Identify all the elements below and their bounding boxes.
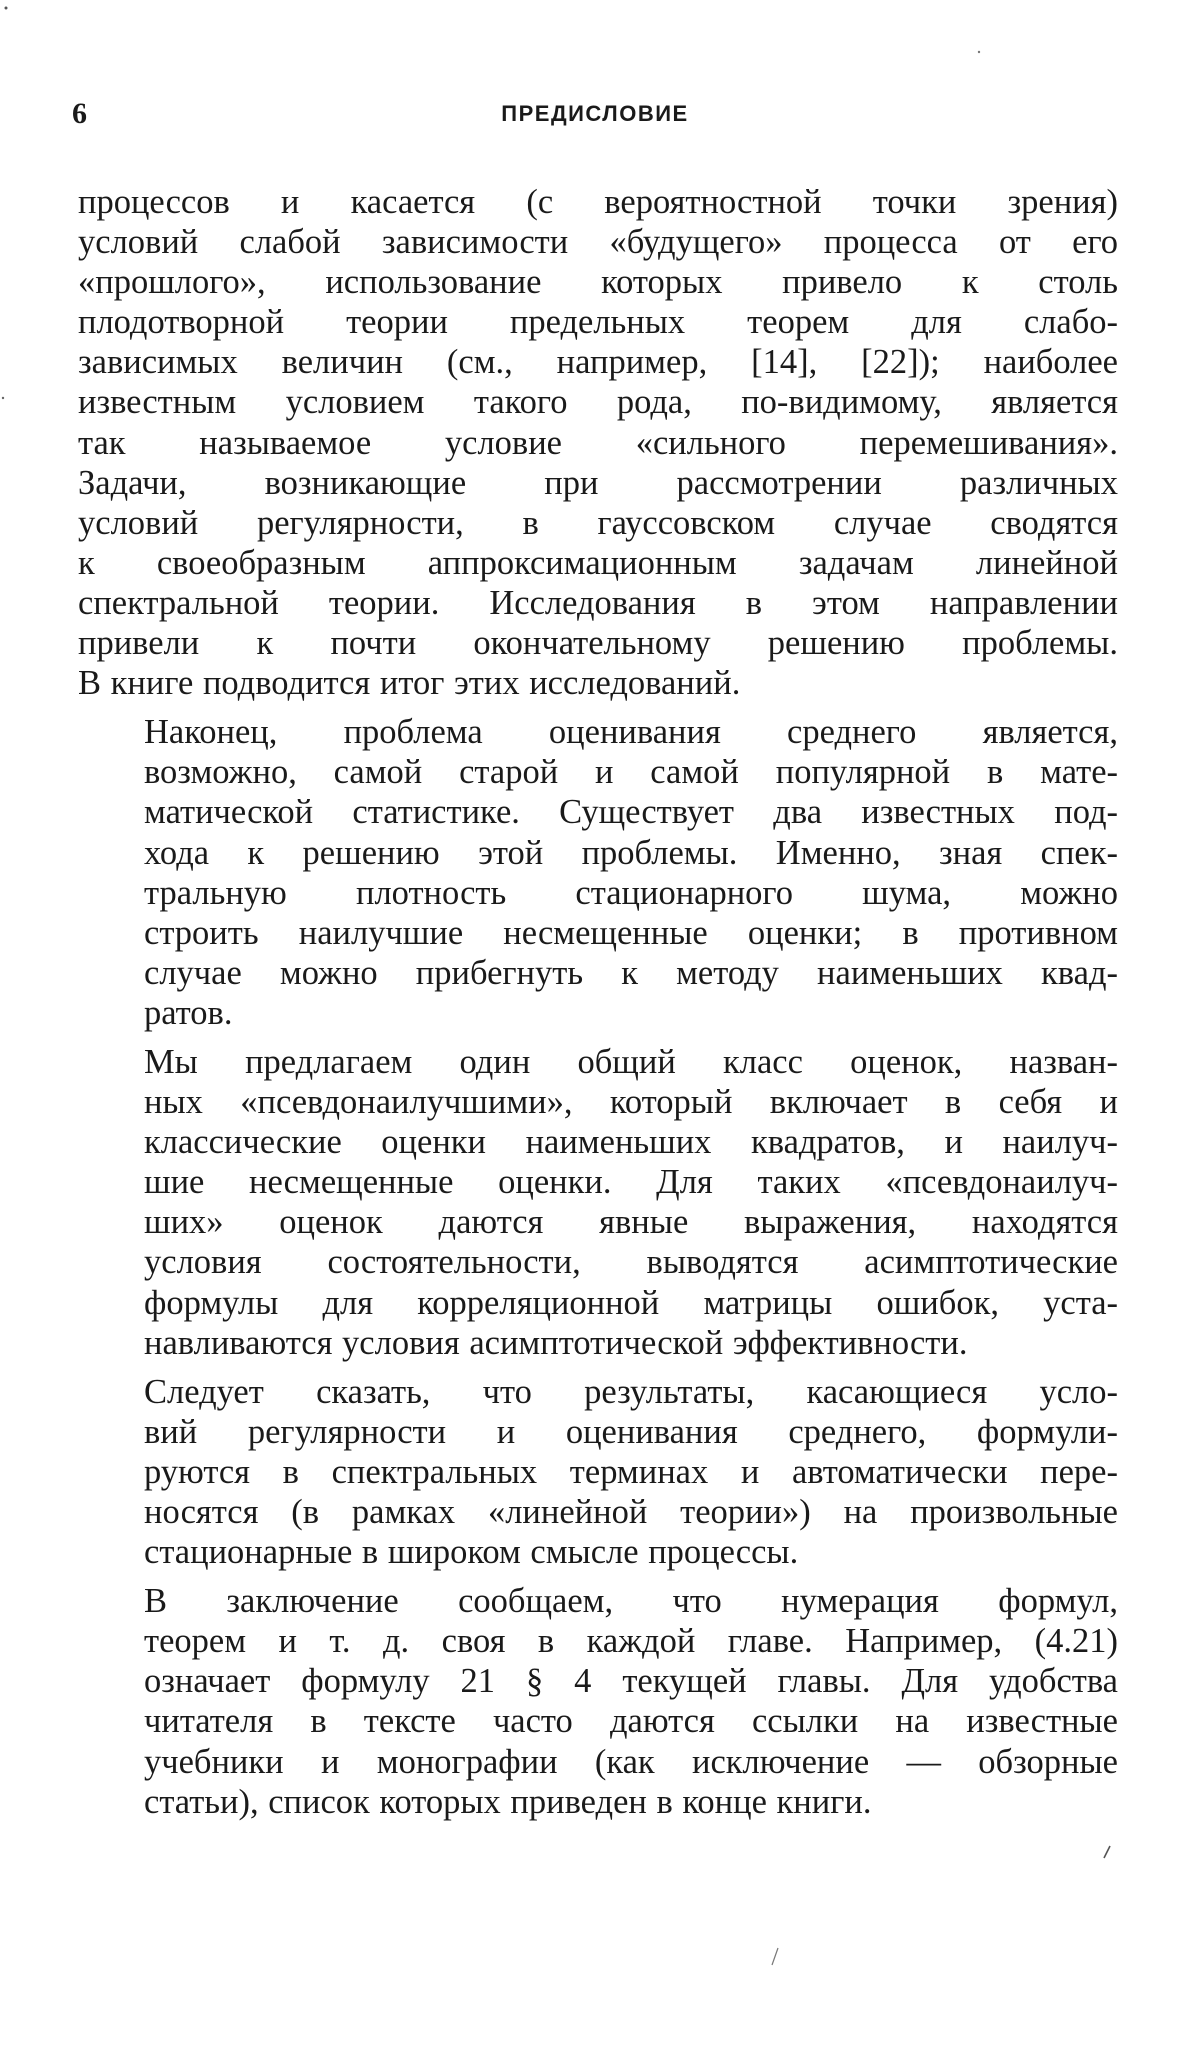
text-line: Задачи, возникающие при рассмотрении различных [78,463,1118,502]
text-line: к своеобразным аппроксимационным задачам линейной [78,543,1118,582]
text-line: теорем и т. д. своя в каждой главе. Например, (4.21) [144,1622,1118,1661]
text-line: привели к почти окончательному решению проблемы. [78,624,1118,663]
scan-speck [772,1948,778,1965]
text-line: известным условием такого рода, по-видимому, является [78,383,1118,422]
text-line: руются в спектральных терминах и автоматически пере- [144,1452,1118,1491]
text-line: матической статистике. Существует два известных под- [144,793,1118,832]
scan-speck [5,7,8,10]
text-line: условий регулярности, в гауссовском случае сводятся [78,503,1118,542]
text-line: классические оценки наименьших квадратов, и наилуч- [144,1123,1118,1162]
paragraph [78,1042,1118,1363]
text-line: ных «псевдонаилучшими», который включает в себя и [144,1083,1118,1122]
text-line: процессов и касается (с вероятностной точки зрения) [78,183,1118,221]
text-line: вий регулярности и оценивания среднего, формули- [144,1412,1118,1451]
text-line: тральную плотность стационарного шума, можно [144,873,1118,912]
text-line: возможно, самой старой и самой популярной в мате- [144,753,1118,792]
paragraph [78,1581,1118,1822]
text-line: статьи), список которых приведен в конце книги. [144,1782,872,1821]
text-line: «прошлого», использование которых привело к столь [78,263,1118,302]
scan-speck [978,51,980,53]
text-line: формулы для корреляционной матрицы ошибок, уста- [144,1283,1118,1322]
text-line: ратов. [144,993,233,1032]
text-line: читателя в тексте часто даются ссылки на известные [144,1702,1118,1741]
text-line: В заключение сообщаем, что нумерация формул, [144,1582,1118,1621]
page-number: 6 [72,97,87,130]
text-line: шие несмещенные оценки. Для таких «псевдонаилуч- [144,1163,1118,1202]
text-line: случае можно прибегнуть к методу наименьших квад- [144,953,1118,992]
text-line: спектральной теории. Исследования в этом направлении [78,583,1118,622]
text-line: так называемое условие «сильного перемешивания». [78,423,1118,462]
text-line: зависимых величин (см., например, [14], [22]); наиболее [78,343,1118,382]
text-line: строить наилучшие несмещенные оценки; в противном [144,913,1118,952]
text-line: Мы предлагаем один общий класс оценок, назван- [144,1042,1118,1081]
text-line: хода к решению этой проблемы. Именно, зная спек- [144,833,1118,872]
text-line: стационарные в широком смысле процессы. [144,1533,799,1572]
text-line: В книге подводится итог этих исследований. [78,664,741,703]
text-line: плодотворной теории предельных теорем для слабо- [78,303,1118,342]
paragraph [78,182,1118,703]
scan-speck [1104,1846,1110,1858]
text-line: носятся (в рамках «линейной теории») на произвольные [144,1493,1118,1531]
text-body [78,182,1118,1831]
text-line: условия состоятельности, выводятся асимптотические [144,1243,1118,1282]
text-line: навливаются условия асимптотической эффективности. [144,1323,968,1362]
scan-speck [2,397,4,399]
text-line: Наконец, проблема оценивания среднего является, [144,713,1118,752]
text-line: учебники и монографии (как исключение — обзорные [144,1742,1118,1781]
text-line: ших» оценок даются явные выражения, находятся [144,1203,1118,1242]
paragraph [78,1372,1118,1572]
running-head [72,92,1118,136]
page-header-title: ПРЕДИСЛОВИЕ [501,101,689,126]
text-line: Следует сказать, что результаты, касающиеся усло- [144,1372,1118,1411]
text-line: означает формулу 21 § 4 текущей главы. Для удобства [144,1662,1118,1701]
paragraph [78,712,1118,1033]
text-line: условий слабой зависимости «будущего» процесса от его [78,223,1118,262]
